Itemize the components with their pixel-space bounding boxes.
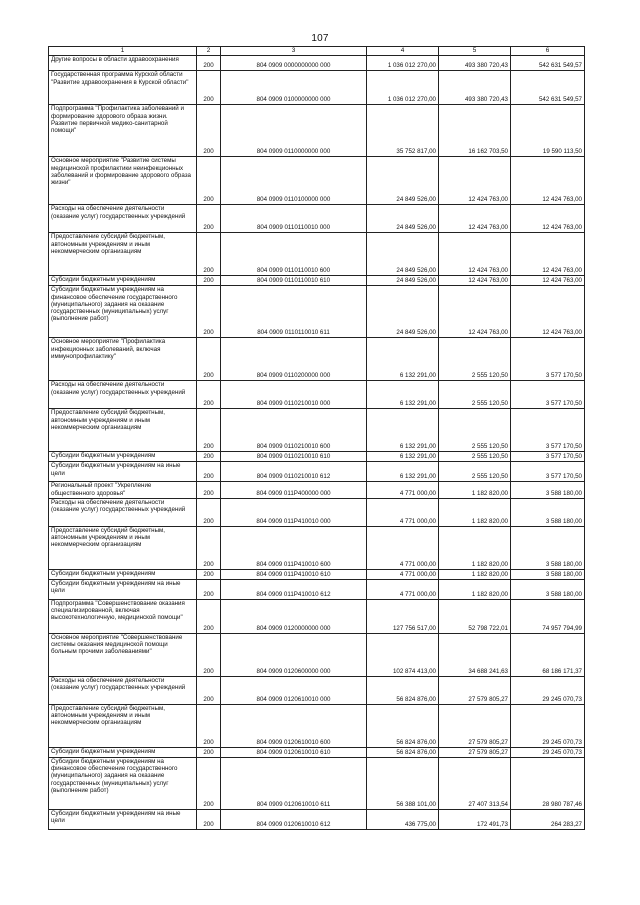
row-name: Субсидии бюджетным учреждениям на финансовое обеспечение государственного (муниципального) задания на оказание государственных (муниципальных) услуг (выполнение работ) xyxy=(49,286,197,338)
row-name: Расходы на обеспечение деятельности (оказание услуг) государственных учреждений xyxy=(49,205,197,233)
row-amount-col4: 24 849 526,00 xyxy=(367,276,439,286)
table-row xyxy=(49,276,585,286)
row-classification-code: 804 0909 0110110010 000 xyxy=(221,205,367,233)
row-amount-col6: 3 577 170,50 xyxy=(511,462,585,482)
table-row xyxy=(49,462,585,482)
row-amount-col4: 102 874 413,00 xyxy=(367,633,439,676)
row-name: Основное мероприятие "Профилактика инфекционных заболеваний, включая иммунопрофилактику" xyxy=(49,338,197,381)
row-amount-col6: 12 424 763,00 xyxy=(511,286,585,338)
row-name: Другие вопросы в области здравоохранения xyxy=(49,56,197,71)
row-amount-col5: 12 424 763,00 xyxy=(439,276,511,286)
row-name: Субсидии бюджетным учреждениям xyxy=(49,569,197,579)
row-grbs-code: 200 xyxy=(197,233,221,276)
row-name: Субсидии бюджетным учреждениям на финансовое обеспечение государственного (муниципального) задания на оказание государственных (муниципальных) услуг (выполнение работ) xyxy=(49,757,197,809)
row-name: Подпрограмма "Совершенствование оказания специализированной, включая высокотехнологичную, медицинской помощи" xyxy=(49,599,197,633)
row-amount-col4: 24 849 526,00 xyxy=(367,286,439,338)
row-amount-col6: 264 283,27 xyxy=(511,809,585,829)
row-classification-code: 804 0909 0120600000 000 xyxy=(221,633,367,676)
row-amount-col5: 12 424 763,00 xyxy=(439,157,511,205)
row-classification-code: 804 0909 011P410010 612 xyxy=(221,579,367,599)
row-name: Расходы на обеспечение деятельности (оказание услуг) государственных учреждений xyxy=(49,498,197,526)
table-row xyxy=(49,676,585,704)
column-header: 6 xyxy=(511,47,585,56)
row-amount-col4: 4 771 000,00 xyxy=(367,526,439,569)
table-row xyxy=(49,56,585,71)
row-classification-code: 804 0909 0110210010 610 xyxy=(221,452,367,462)
row-grbs-code: 200 xyxy=(197,462,221,482)
row-classification-code: 804 0909 0120610010 600 xyxy=(221,704,367,747)
row-amount-col5: 493 380 720,43 xyxy=(439,56,511,71)
row-amount-col6: 3 577 170,50 xyxy=(511,338,585,381)
row-classification-code: 804 0909 0000000000 000 xyxy=(221,56,367,71)
row-name: Государственная программа Курской области "Развитие здравоохранения в Курской области" xyxy=(49,71,197,105)
row-name: Предоставление субсидий бюджетным, автономным учреждениям и иным некоммерческим организациям xyxy=(49,704,197,747)
row-classification-code: 804 0909 0110210010 612 xyxy=(221,462,367,482)
table-body xyxy=(49,47,585,830)
row-amount-col6: 3 577 170,50 xyxy=(511,409,585,452)
row-amount-col6: 542 631 549,57 xyxy=(511,71,585,105)
row-amount-col4: 4 771 000,00 xyxy=(367,498,439,526)
column-header: 4 xyxy=(367,47,439,56)
page-number: 107 xyxy=(311,33,329,44)
row-classification-code: 804 0909 0120610010 610 xyxy=(221,747,367,757)
row-classification-code: 804 0909 0120610010 612 xyxy=(221,809,367,829)
table-row xyxy=(49,579,585,599)
row-amount-col5: 172 491,73 xyxy=(439,809,511,829)
row-classification-code: 804 0909 0110000000 000 xyxy=(221,105,367,157)
column-header: 5 xyxy=(439,47,511,56)
row-amount-col5: 16 162 703,50 xyxy=(439,105,511,157)
row-grbs-code: 200 xyxy=(197,633,221,676)
row-amount-col5: 2 555 120,50 xyxy=(439,462,511,482)
row-grbs-code: 200 xyxy=(197,757,221,809)
row-grbs-code: 200 xyxy=(197,482,221,499)
row-amount-col6: 3 577 170,50 xyxy=(511,381,585,409)
row-classification-code: 804 0909 0120000000 000 xyxy=(221,599,367,633)
row-grbs-code: 200 xyxy=(197,381,221,409)
row-name: Предоставление субсидий бюджетным, автономным учреждениям и иным некоммерческим организациям xyxy=(49,526,197,569)
row-name: Основное мероприятие "Развитие системы медицинской профилактики неинфекционных заболеваний и формирование здорового образа жизни" xyxy=(49,157,197,205)
row-grbs-code: 200 xyxy=(197,498,221,526)
table-row xyxy=(49,704,585,747)
row-amount-col4: 24 849 526,00 xyxy=(367,233,439,276)
row-name: Субсидии бюджетным учреждениям на иные цели xyxy=(49,579,197,599)
table-row xyxy=(49,409,585,452)
row-amount-col5: 27 579 805,27 xyxy=(439,704,511,747)
table-row xyxy=(49,498,585,526)
row-grbs-code: 200 xyxy=(197,452,221,462)
row-classification-code: 804 0909 0120610010 000 xyxy=(221,676,367,704)
row-classification-code: 804 0909 0120610010 611 xyxy=(221,757,367,809)
row-amount-col4: 24 849 526,00 xyxy=(367,205,439,233)
row-name: Субсидии бюджетным учреждениям xyxy=(49,452,197,462)
row-amount-col4: 4 771 000,00 xyxy=(367,482,439,499)
column-header: 1 xyxy=(49,47,197,56)
row-amount-col5: 12 424 763,00 xyxy=(439,205,511,233)
column-header: 2 xyxy=(197,47,221,56)
row-amount-col6: 29 245 070,73 xyxy=(511,676,585,704)
row-amount-col5: 52 798 722,01 xyxy=(439,599,511,633)
row-amount-col6: 3 588 180,00 xyxy=(511,569,585,579)
table-row xyxy=(49,71,585,105)
row-grbs-code: 200 xyxy=(197,157,221,205)
row-classification-code: 804 0909 0110210010 600 xyxy=(221,409,367,452)
row-classification-code: 804 0909 0110210010 000 xyxy=(221,381,367,409)
row-amount-col6: 3 588 180,00 xyxy=(511,482,585,499)
row-amount-col4: 1 036 012 270,00 xyxy=(367,56,439,71)
row-grbs-code: 200 xyxy=(197,409,221,452)
row-amount-col5: 2 555 120,50 xyxy=(439,452,511,462)
row-name: Основное мероприятие "Совершенствование системы оказания медицинской помощи больным прочими заболеваниями" xyxy=(49,633,197,676)
row-amount-col4: 6 132 291,00 xyxy=(367,452,439,462)
row-amount-col6: 19 590 113,50 xyxy=(511,105,585,157)
table-row xyxy=(49,747,585,757)
row-amount-col5: 1 182 820,00 xyxy=(439,526,511,569)
row-grbs-code: 200 xyxy=(197,599,221,633)
row-amount-col4: 436 775,00 xyxy=(367,809,439,829)
row-amount-col5: 493 380 720,43 xyxy=(439,71,511,105)
row-grbs-code: 200 xyxy=(197,56,221,71)
row-classification-code: 804 0909 0100000000 000 xyxy=(221,71,367,105)
row-amount-col5: 12 424 763,00 xyxy=(439,286,511,338)
row-name: Субсидии бюджетным учреждениям на иные цели xyxy=(49,809,197,829)
table-row xyxy=(49,757,585,809)
row-grbs-code: 200 xyxy=(197,276,221,286)
row-amount-col5: 1 182 820,00 xyxy=(439,482,511,499)
row-amount-col5: 12 424 763,00 xyxy=(439,233,511,276)
row-name: Подпрограмма "Профилактика заболеваний и формирование здорового образа жизни. Развитие первичной медико-санитарной помощи" xyxy=(49,105,197,157)
row-amount-col5: 27 579 805,27 xyxy=(439,747,511,757)
row-amount-col6: 12 424 763,00 xyxy=(511,205,585,233)
row-amount-col6: 29 245 070,73 xyxy=(511,747,585,757)
row-grbs-code: 200 xyxy=(197,338,221,381)
row-amount-col6: 3 588 180,00 xyxy=(511,498,585,526)
row-grbs-code: 200 xyxy=(197,809,221,829)
table-row xyxy=(49,233,585,276)
table-row xyxy=(49,286,585,338)
row-amount-col6: 12 424 763,00 xyxy=(511,157,585,205)
row-grbs-code: 200 xyxy=(197,526,221,569)
row-classification-code: 804 0909 0110110010 610 xyxy=(221,276,367,286)
column-header: 3 xyxy=(221,47,367,56)
row-amount-col4: 6 132 291,00 xyxy=(367,381,439,409)
row-amount-col5: 34 688 241,63 xyxy=(439,633,511,676)
row-name: Предоставление субсидий бюджетным, автономным учреждениям и иным некоммерческим организациям xyxy=(49,233,197,276)
row-name: Расходы на обеспечение деятельности (оказание услуг) государственных учреждений xyxy=(49,676,197,704)
row-amount-col5: 1 182 820,00 xyxy=(439,569,511,579)
row-name: Субсидии бюджетным учреждениям на иные цели xyxy=(49,462,197,482)
row-amount-col4: 56 824 876,00 xyxy=(367,676,439,704)
row-amount-col6: 3 577 170,50 xyxy=(511,452,585,462)
row-amount-col6: 3 588 180,00 xyxy=(511,526,585,569)
row-amount-col6: 74 957 794,99 xyxy=(511,599,585,633)
row-classification-code: 804 0909 011P400000 000 xyxy=(221,482,367,499)
row-grbs-code: 200 xyxy=(197,579,221,599)
table-row xyxy=(49,381,585,409)
row-amount-col5: 2 555 120,50 xyxy=(439,338,511,381)
row-grbs-code: 200 xyxy=(197,704,221,747)
row-amount-col6: 3 588 180,00 xyxy=(511,579,585,599)
row-name: Расходы на обеспечение деятельности (оказание услуг) государственных учреждений xyxy=(49,381,197,409)
table-row xyxy=(49,809,585,829)
table-row xyxy=(49,526,585,569)
table-row xyxy=(49,205,585,233)
row-grbs-code: 200 xyxy=(197,676,221,704)
row-name: Предоставление субсидий бюджетным, автономным учреждениям и иным некоммерческим организациям xyxy=(49,409,197,452)
table-row xyxy=(49,482,585,499)
row-grbs-code: 200 xyxy=(197,286,221,338)
table-row xyxy=(49,157,585,205)
row-amount-col6: 29 245 070,73 xyxy=(511,704,585,747)
row-classification-code: 804 0909 0110100000 000 xyxy=(221,157,367,205)
row-amount-col4: 56 824 876,00 xyxy=(367,747,439,757)
row-grbs-code: 200 xyxy=(197,747,221,757)
row-amount-col4: 6 132 291,00 xyxy=(367,338,439,381)
table-row xyxy=(49,633,585,676)
row-amount-col5: 1 182 820,00 xyxy=(439,579,511,599)
row-amount-col4: 127 756 517,00 xyxy=(367,599,439,633)
row-classification-code: 804 0909 0110110010 611 xyxy=(221,286,367,338)
row-amount-col5: 2 555 120,50 xyxy=(439,381,511,409)
row-amount-col6: 542 631 549,57 xyxy=(511,56,585,71)
row-amount-col5: 1 182 820,00 xyxy=(439,498,511,526)
row-amount-col5: 27 407 313,54 xyxy=(439,757,511,809)
row-amount-col4: 35 752 817,00 xyxy=(367,105,439,157)
row-amount-col6: 12 424 763,00 xyxy=(511,276,585,286)
row-grbs-code: 200 xyxy=(197,105,221,157)
row-amount-col4: 1 036 012 270,00 xyxy=(367,71,439,105)
row-amount-col4: 4 771 000,00 xyxy=(367,579,439,599)
column-header-row xyxy=(49,47,585,56)
budget-table xyxy=(48,46,585,830)
row-amount-col4: 56 824 876,00 xyxy=(367,704,439,747)
table-row xyxy=(49,338,585,381)
row-amount-col4: 4 771 000,00 xyxy=(367,569,439,579)
row-amount-col6: 28 980 787,46 xyxy=(511,757,585,809)
row-amount-col4: 56 388 101,00 xyxy=(367,757,439,809)
row-grbs-code: 200 xyxy=(197,205,221,233)
table-row xyxy=(49,105,585,157)
row-classification-code: 804 0909 0110200000 000 xyxy=(221,338,367,381)
table-row xyxy=(49,452,585,462)
row-grbs-code: 200 xyxy=(197,71,221,105)
row-amount-col4: 6 132 291,00 xyxy=(367,462,439,482)
row-amount-col5: 27 579 805,27 xyxy=(439,676,511,704)
row-grbs-code: 200 xyxy=(197,569,221,579)
row-amount-col6: 68 186 171,37 xyxy=(511,633,585,676)
row-amount-col6: 12 424 763,00 xyxy=(511,233,585,276)
row-classification-code: 804 0909 011P410010 600 xyxy=(221,526,367,569)
row-classification-code: 804 0909 0110110010 600 xyxy=(221,233,367,276)
table-row xyxy=(49,569,585,579)
row-name: Субсидии бюджетным учреждениям xyxy=(49,747,197,757)
row-amount-col4: 6 132 291,00 xyxy=(367,409,439,452)
row-classification-code: 804 0909 011P410010 610 xyxy=(221,569,367,579)
row-name: Субсидии бюджетным учреждениям xyxy=(49,276,197,286)
row-amount-col4: 24 849 526,00 xyxy=(367,157,439,205)
row-amount-col5: 2 555 120,50 xyxy=(439,409,511,452)
row-name: Региональный проект "Укрепление общественного здоровья" xyxy=(49,482,197,499)
row-classification-code: 804 0909 011P410010 000 xyxy=(221,498,367,526)
table-row xyxy=(49,599,585,633)
